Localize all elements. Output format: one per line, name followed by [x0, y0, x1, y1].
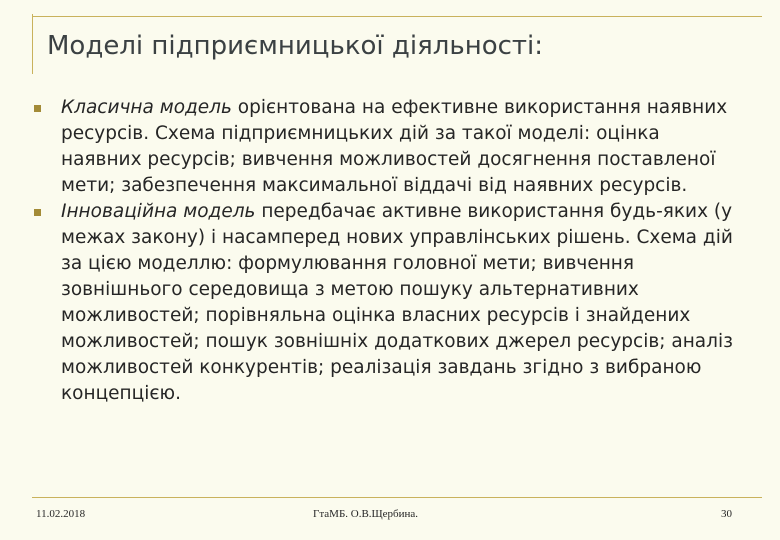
bullet-lead-term: Інноваційна модель	[61, 201, 256, 222]
bullet-item-innovative-model	[34, 199, 746, 407]
bullet-text: передбачає активне використання будь-яких (у межах закону) і насамперед нових управлінських рішень. Схема дій за цією моделлю: формулювання головної мети; вивчення зовнішнього середовища з метою пошуку альтернативних можливостей; порівняльна оцінка власних ресурсів і знайдених можливостей; пошук зовнішніх додаткових джерел ресурсів; аналіз можливостей конкурентів; реалізація завдань згідно з вибраною концепцією.	[61, 201, 733, 404]
bullet-item-classic-model	[34, 95, 746, 199]
title-accent-vertical-line	[32, 14, 33, 74]
footer-divider	[32, 497, 762, 498]
square-bullet-icon	[34, 105, 41, 112]
bullet-lead-term: Класична модель	[61, 97, 232, 118]
bullet-list	[34, 95, 746, 407]
footer-page-number: 30	[721, 508, 732, 520]
square-bullet-icon	[34, 209, 41, 216]
bullet-text: орієнтована на ефективне використання наявних ресурсів. Схема підприємницьких дій за такої моделі: оцінка наявних ресурсів; вивчення можливостей досягнення поставленої мети; забезпечення максимальної віддачі від наявних ресурсів.	[61, 97, 728, 196]
title-accent-horizontal-line	[32, 16, 762, 17]
footer-author: ГтаМБ. О.В.Щербина.	[313, 508, 419, 520]
footer-date: 11.02.2018	[36, 508, 86, 520]
slide-title: Моделі підприємницької діяльності:	[47, 31, 544, 61]
